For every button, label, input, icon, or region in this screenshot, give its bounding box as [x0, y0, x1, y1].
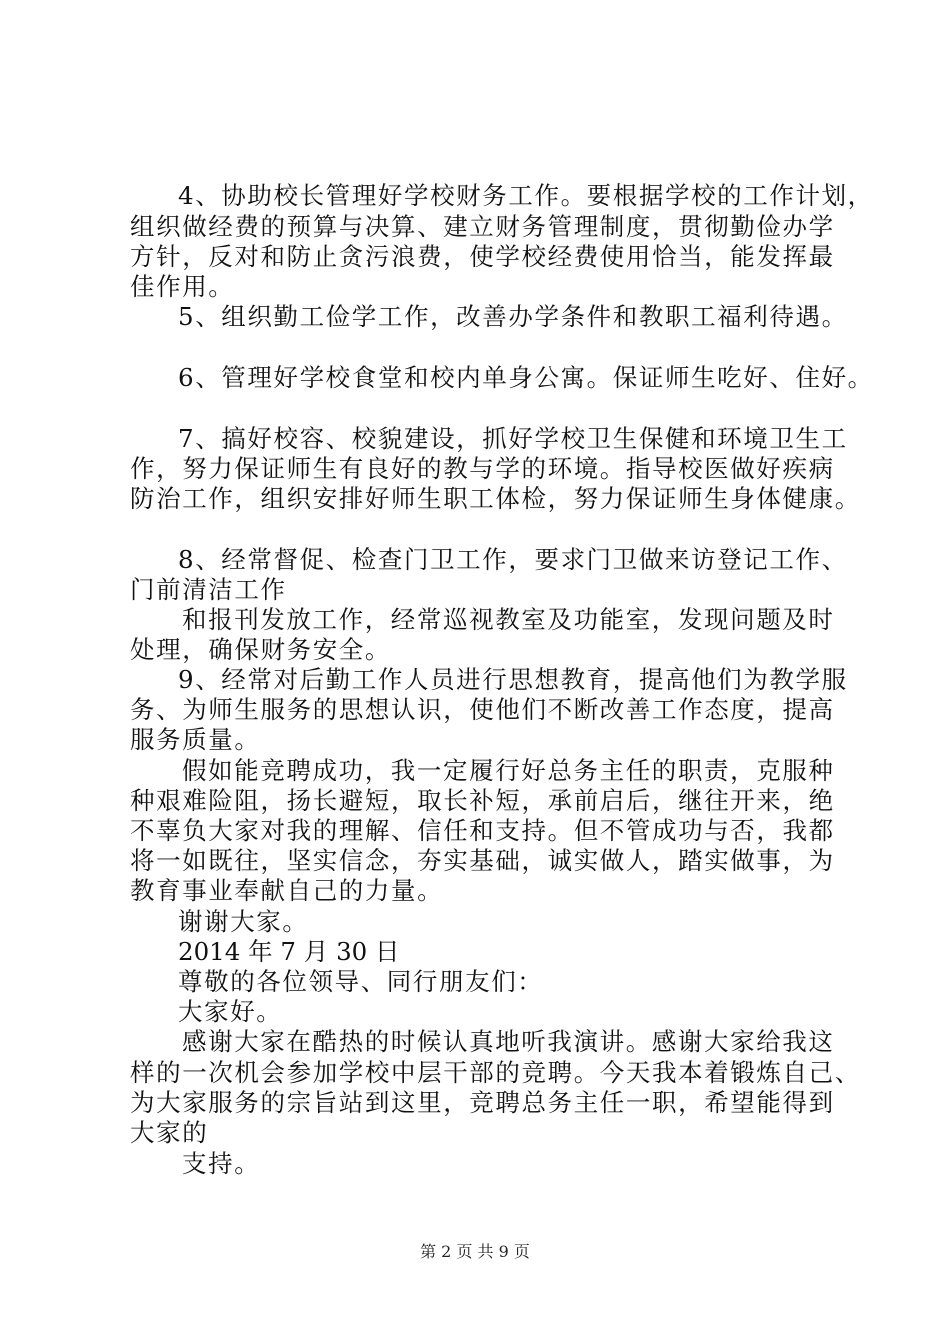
page-number-footer: 第 2 页 共 9 页 [420, 1242, 530, 1261]
body-line: 5、组织勤工俭学工作，改善办学条件和教职工福利待遇。 [178, 302, 848, 331]
body-line: 方针，反对和防止贪污浪费，使学校经费使用恰当，能发挥最 [130, 242, 835, 271]
date-line: 2014 年 7 月 30 日 [178, 937, 400, 966]
body-line: 大家的 [130, 1118, 209, 1147]
body-line: 6、管理好学校食堂和校内单身公寓。保证师生吃好、住好。 [178, 363, 874, 392]
body-line: 门前清洁工作 [130, 575, 287, 604]
body-line: 假如能竞聘成功，我一定履行好总务主任的职责，克服种 [182, 756, 835, 785]
body-line: 谢谢大家。 [178, 907, 309, 936]
body-line: 种艰难险阻，扬长避短，取长补短，承前启后，继往开来，绝 [130, 786, 835, 815]
body-line: 9、经常对后勤工作人员进行思想教育，提高他们为教学服 [178, 665, 848, 694]
body-line: 样的一次机会参加学校中层干部的竞聘。今天我本着锻炼自己、 [130, 1058, 861, 1087]
body-line: 处理，确保财务安全。 [130, 635, 391, 664]
body-line: 服务质量。 [130, 725, 261, 754]
body-line: 作，努力保证师生有良好的教与学的环境。指导校医做好疾病 [130, 454, 835, 483]
body-line: 8、经常督促、检查门卫工作，要求门卫做来访登记工作、 [178, 545, 848, 574]
body-line: 支持。 [182, 1149, 261, 1178]
body-line: 感谢大家在酷热的时候认真地听我演讲。感谢大家给我这 [182, 1027, 835, 1056]
body-line: 大家好。 [178, 997, 283, 1026]
body-line: 为大家服务的宗旨站到这里，竞聘总务主任一职，希望能得到 [130, 1088, 835, 1117]
body-line: 7、搞好校容、校貌建设，抓好学校卫生保健和环境卫生工 [178, 424, 848, 453]
body-line: 防治工作，组织安排好师生职工体检，努力保证师生身体健康。 [130, 484, 861, 513]
salutation-line: 尊敬的各位领导、同行朋友们： [178, 967, 544, 996]
body-line: 不辜负大家对我的理解、信任和支持。但不管成功与否，我都 [130, 816, 835, 845]
body-line: 和报刊发放工作，经常巡视教室及功能室，发现问题及时 [182, 605, 835, 634]
body-line: 组织做经费的预算与决算、建立财务管理制度，贯彻勤俭办学 [130, 212, 835, 241]
body-line: 教育事业奉献自己的力量。 [130, 876, 444, 905]
body-line: 务、为师生服务的思想认识，使他们不断改善工作态度，提高 [130, 695, 835, 724]
body-line: 4、协助校长管理好学校财务工作。要根据学校的工作计划， [178, 181, 874, 210]
body-line: 佳作用。 [130, 272, 235, 301]
body-line: 将一如既往，坚实信念，夯实基础，诚实做人，踏实做事，为 [130, 846, 835, 875]
